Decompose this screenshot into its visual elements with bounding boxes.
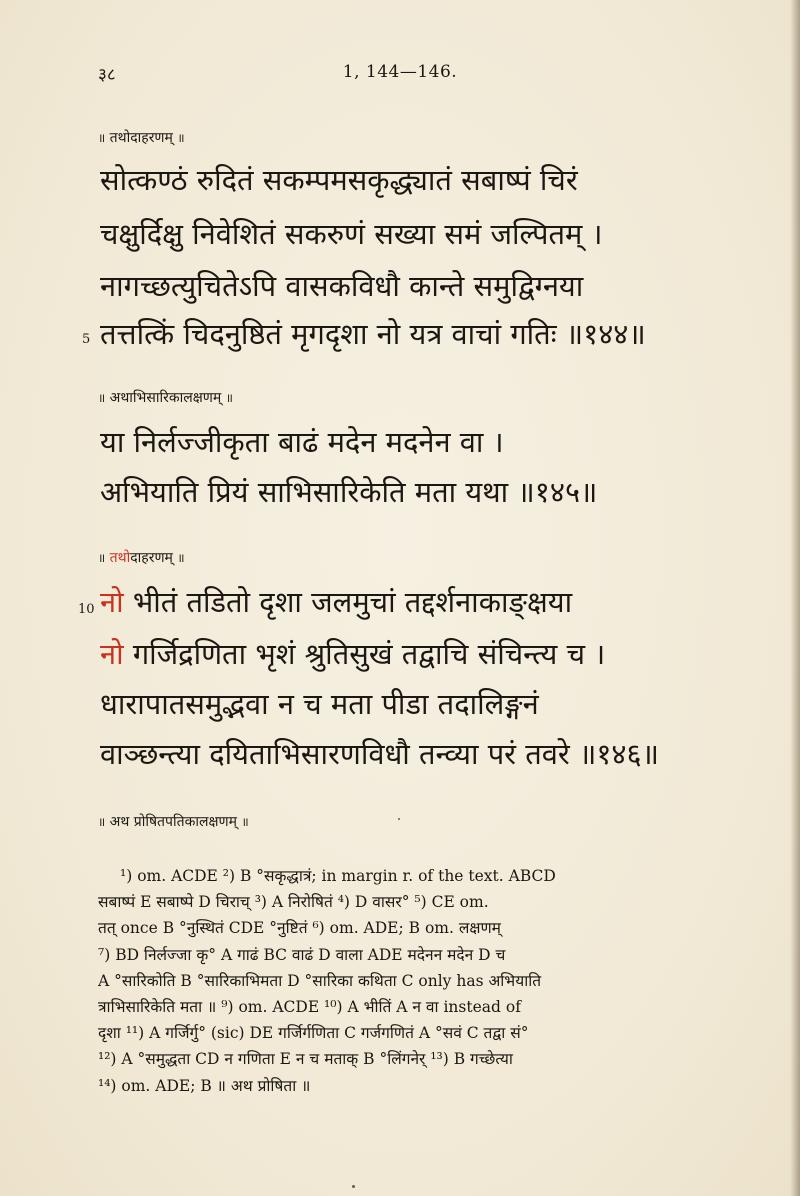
page-number: ३८ [98,65,116,85]
example-heading-2-red-part: तथो [109,550,131,566]
verse-145-line-1: या निर्लज्जीकृता बाढं मदेन मदनेन वा । [100,425,504,459]
footnote-line: A °सारिकोति B °सारिकाभिमता D °सारिका कथिता C only has अभियाति [98,971,542,990]
verse-146-line-4: वाञ्छन्त्या दयिताभिसारणविधौ तन्व्या परं तवरे ॥१४६॥ [100,737,659,771]
footnote-line: तत् once B °नुस्थितं CDE °नुष्टितं ⁶) om. ADE; B om. लक्षणम् [98,919,501,938]
verse-146-line-3: धारापातसमुद्भवा न च मता पीडा तदालिङ्गनं [100,687,539,721]
footnotes [98,863,738,1099]
verse-146-line-1-red-word: नो [100,585,124,619]
footnote-line: ¹²) A °समुद्धता CD न गणिता E न च मताक् B °लिंगनेर् ¹³) B गच्छेत्या [98,1050,513,1069]
definition-heading-abhisarika-text: अथाभिसारिकालक्षणम् [109,390,222,406]
verse-146-line-2-text: गर्जिद्रणिता भृशं श्रुतिसुखं तद्वाचि संचिन्त्य च । [123,637,606,671]
verse-145-line-2: अभियाति प्रियं साभिसारिकेति मता यथा ॥१४५॥ [100,475,598,509]
example-heading-1: ॥ तथोदाहरणम् ॥ [98,130,185,146]
verse-144-line-3: नागच्छत्युचितेऽपि वासकविधौ कान्ते समुद्विग्नया [100,269,584,303]
footnote-line: सबाष्पं E सबाष्पे D चिराच् ³) A निरोषितं ⁴) D वासर° ⁵) CE om. [98,893,489,912]
verse-144-line-2: चक्षुर्दिक्षु निवेशितं सकरुणं सख्या समं जल्पितम् । [100,217,603,251]
paper-speck [398,818,400,820]
verse-144-line-1: सोत्कण्ठं रुदितं सकम्पमसकृद्ध्यातं सबाष्पं चिरं [100,163,578,197]
example-heading-2-text: दाहरणम् [130,550,173,566]
definition-heading-proshita-text: अथ प्रोषितपतिकालक्षणम् [109,814,237,830]
section-range: 1, 144—146. [342,62,458,82]
page-header [0,62,800,86]
footnote-line: त्राभिसारिकेति मता ॥ ⁹) om. ACDE ¹⁰) A भीतिं A न वा instead of [98,998,521,1017]
verse-144-line-4: तत्तत्किं चिदनुष्ठितं मृगदृशा नो यत्र वाचां गतिः ॥१४४॥ [100,317,646,351]
paper-speck [352,1185,355,1188]
line-number-5: 5 [82,332,91,347]
footnote-line: ⁷) BD निर्लज्जा कृ° A गाढं BC वाढं D वाला ADE मदेनन मदेन D च [98,945,506,964]
definition-heading-proshita: ॥ अथ प्रोषितपतिकालक्षणम् ॥ [98,814,249,830]
definition-heading-abhisarika: ॥ अथाभिसारिकालक्षणम् ॥ [98,390,233,406]
page-edge-shadow [790,0,800,1196]
line-number-10: 10 [78,602,95,617]
footnote-line: दृशा ¹¹) A गर्जिर्गु° (sic) DE गर्जिर्गणिता C गर्जगणितं A °सवं C तद्वा सं° [98,1024,529,1043]
verse-146-line-1 [100,585,573,619]
example-heading-2: ॥ तथोदाहरणम् ॥ [98,550,185,566]
footnote-line: ¹⁴) om. ADE; B ॥ अथ प्रोषिता ॥ [98,1076,311,1095]
verse-146-line-1-text: भीतं तडितो दृशा जलमुचां तद्दर्शनाकाङ्क्षया [123,585,573,619]
verse-146-line-2-red-word: नो [100,637,124,671]
example-heading-1-text: तथोदाहरणम् [109,130,173,146]
footnote-line: ¹) om. ACDE ²) B °सकृद्धात्रं; in margin r. of the text. ABCD [120,867,556,885]
verse-146-line-2 [100,637,606,671]
